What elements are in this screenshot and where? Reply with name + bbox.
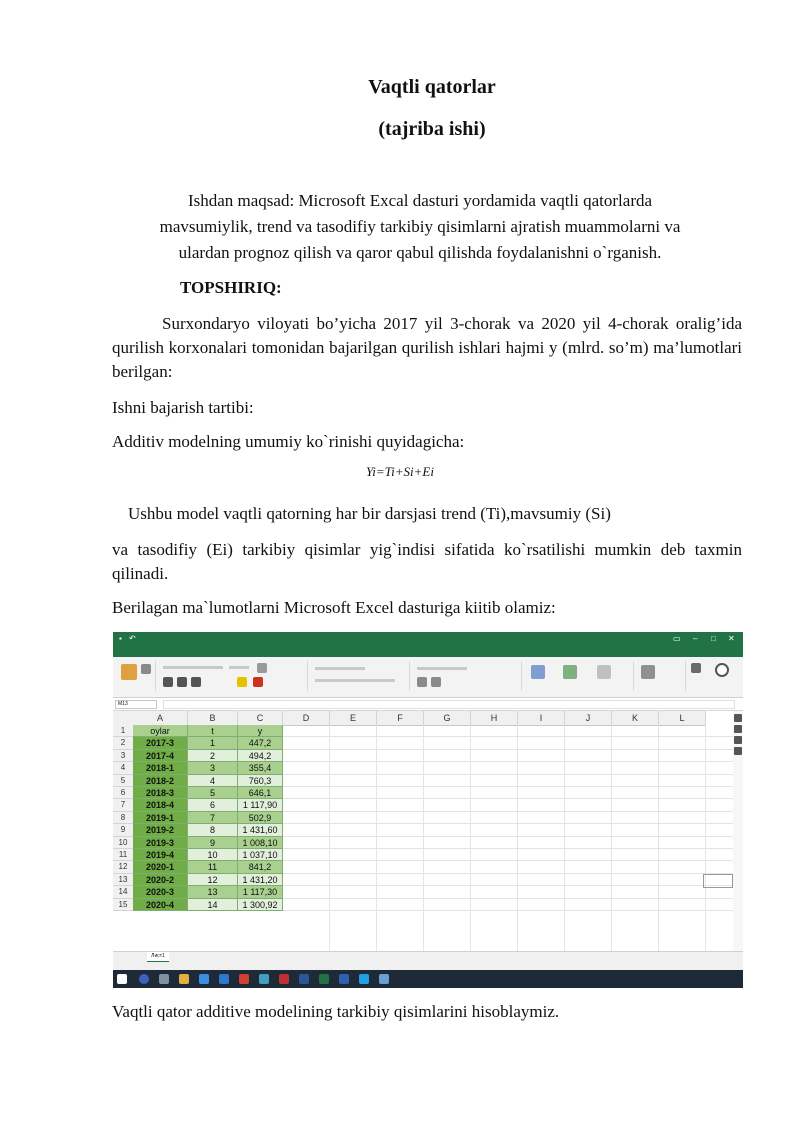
data-cell[interactable]: 841,2 xyxy=(238,861,283,873)
app-icon[interactable] xyxy=(339,974,349,984)
purpose-line-3: ulardan prognoz qilish va qaror qabul qilishda foydalanishni o`rganish. xyxy=(178,243,662,262)
explorer-icon[interactable] xyxy=(179,974,189,984)
column-header[interactable]: H xyxy=(471,711,518,726)
column-header[interactable]: A xyxy=(133,711,188,726)
app-icon[interactable] xyxy=(379,974,389,984)
save-icon[interactable]: ▪ xyxy=(119,634,122,643)
close-icon[interactable]: ✕ xyxy=(728,634,735,643)
data-cell[interactable]: 3 xyxy=(188,762,238,774)
row-header[interactable]: 4 xyxy=(113,762,134,774)
data-cell[interactable]: 2018-3 xyxy=(133,787,188,799)
data-cell[interactable]: 2019-1 xyxy=(133,812,188,824)
closing-text: Vaqtli qator additive modelining tarkibiy qisimlarini hisoblaymiz. xyxy=(112,1002,560,1021)
paste-icon[interactable] xyxy=(121,664,137,680)
header-cell[interactable]: t xyxy=(188,725,238,737)
row-header[interactable]: 2 xyxy=(113,737,134,749)
column-header[interactable]: E xyxy=(330,711,377,726)
ribbon-options-icon[interactable]: ▭ xyxy=(673,634,681,643)
fill-color-icon[interactable] xyxy=(237,677,247,687)
excel-titlebar xyxy=(113,632,743,646)
row-header[interactable]: 15 xyxy=(113,899,134,911)
column-header[interactable]: I xyxy=(518,711,565,726)
app-icon[interactable] xyxy=(239,974,249,984)
grow-font-icon[interactable] xyxy=(257,663,267,673)
row-header[interactable]: 14 xyxy=(113,886,134,898)
ribbon-clipboard-group xyxy=(115,661,156,691)
formula-bar xyxy=(113,698,743,711)
data-cell[interactable]: 14 xyxy=(188,899,238,911)
ribbon-cells-group xyxy=(635,661,686,691)
app-icon[interactable] xyxy=(259,974,269,984)
data-cell[interactable]: 1 117,30 xyxy=(238,886,283,898)
excel-ribbon-tabs xyxy=(113,646,743,657)
store-icon[interactable] xyxy=(199,974,209,984)
excel-icon[interactable] xyxy=(319,974,329,984)
italic-icon[interactable] xyxy=(177,677,187,687)
model-intro: Additiv modelning umumiy ko`rinishi quyidagicha: xyxy=(112,432,465,451)
column-header[interactable]: B xyxy=(188,711,238,726)
settings-icon[interactable] xyxy=(734,747,742,755)
selected-cell[interactable] xyxy=(703,874,733,888)
data-cell[interactable]: 2017-4 xyxy=(133,750,188,762)
row-header[interactable]: 9 xyxy=(113,824,134,836)
row-header[interactable]: 6 xyxy=(113,787,134,799)
data-cell[interactable]: 7 xyxy=(188,812,238,824)
data-cell[interactable]: 11 xyxy=(188,861,238,873)
mouse-icon[interactable] xyxy=(734,725,742,733)
column-header[interactable]: F xyxy=(377,711,424,726)
ribbon-alignment-group xyxy=(309,661,410,691)
data-cell[interactable]: 2020-3 xyxy=(133,886,188,898)
row-header[interactable]: 12 xyxy=(113,861,134,873)
components-line-1: Ushbu model vaqtli qatorning har bir darsjasi trend (Ti),mavsumiy (Si) xyxy=(128,504,611,523)
purpose-line-1: Ishdan maqsad: Microsoft Excal dasturi yordamida vaqtli qatorlarda xyxy=(187,191,653,210)
excel-ribbon xyxy=(113,657,743,698)
components-line-2: va tasodifiy (Ei) tarkibiy qisimlar yig`indisi sifatida ko`rsatilishi mumkin deb taxmin qilinadi. xyxy=(112,540,742,583)
data-cell[interactable]: 1 431,20 xyxy=(238,874,283,886)
column-header[interactable]: C xyxy=(238,711,283,726)
sheet-tab[interactable]: Лист1 xyxy=(147,952,169,963)
column-header[interactable]: G xyxy=(424,711,471,726)
header-cell[interactable]: y xyxy=(238,725,283,737)
cell-styles-icon[interactable] xyxy=(597,665,611,679)
ribbon-styles-group xyxy=(523,661,634,691)
device-icon[interactable] xyxy=(734,736,742,744)
document-title: Vaqtli qatorlar xyxy=(368,76,496,98)
name-box[interactable]: M13 xyxy=(115,700,157,709)
column-header[interactable]: K xyxy=(612,711,659,726)
data-cell[interactable]: 2017-3 xyxy=(133,737,188,749)
data-cell[interactable]: 4 xyxy=(188,775,238,787)
find-icon[interactable] xyxy=(715,663,729,677)
camera-icon[interactable] xyxy=(734,714,742,722)
row-header[interactable]: 3 xyxy=(113,750,134,762)
data-cell[interactable]: 8 xyxy=(188,824,238,836)
insert-cells-icon[interactable] xyxy=(641,665,655,679)
data-cell[interactable]: 2020-1 xyxy=(133,861,188,873)
autosum-icon[interactable] xyxy=(691,663,701,673)
data-cell[interactable]: 760,3 xyxy=(238,775,283,787)
status-bar xyxy=(113,962,743,970)
data-cell[interactable]: 447,2 xyxy=(238,737,283,749)
data-cell[interactable]: 2019-2 xyxy=(133,824,188,836)
task-text: Surxondaryo viloyati bo’yicha 2017 yil 3-chorak va 2020 yil 4-chorak oralig’ida qurilish korxonalari tomonidan bajarilgan qurilish ishlari hajmi y (mlrd. so’m) ma’lumotlari berilgan: xyxy=(112,314,742,381)
row-header[interactable]: 5 xyxy=(113,775,134,787)
underline-icon[interactable] xyxy=(191,677,201,687)
data-cell[interactable]: 355,4 xyxy=(238,762,283,774)
sheet-tabs-bar xyxy=(113,951,743,962)
undo-icon[interactable]: ↶ xyxy=(129,634,136,643)
row-header[interactable]: 13 xyxy=(113,874,134,886)
data-cell[interactable]: 2019-3 xyxy=(133,837,188,849)
ribbon-font-group xyxy=(157,661,308,691)
ribbon-number-group xyxy=(411,661,522,691)
format-as-table-icon[interactable] xyxy=(563,665,577,679)
search-icon[interactable] xyxy=(139,974,149,984)
currency-icon[interactable] xyxy=(417,677,427,687)
edge-icon[interactable] xyxy=(219,974,229,984)
data-cell[interactable]: 2018-4 xyxy=(133,799,188,811)
excel-screenshot xyxy=(113,632,743,988)
ribbon-editing-group xyxy=(687,661,741,691)
data-cell[interactable]: 1 117,90 xyxy=(238,799,283,811)
windows-taskbar xyxy=(113,970,743,988)
cut-icon[interactable] xyxy=(141,664,151,674)
telegram-icon[interactable] xyxy=(359,974,369,984)
data-cell[interactable]: 2020-4 xyxy=(133,899,188,911)
document-subtitle: (tajriba ishi) xyxy=(378,118,486,140)
data-cell[interactable]: 13 xyxy=(188,886,238,898)
column-header[interactable]: J xyxy=(565,711,612,726)
header-cell[interactable]: oylar xyxy=(133,725,188,737)
row-header[interactable]: 1 xyxy=(113,725,134,737)
formula-input[interactable] xyxy=(163,700,735,709)
data-cell[interactable]: 12 xyxy=(188,874,238,886)
bold-icon[interactable] xyxy=(163,677,173,687)
vertical-scrollbar[interactable] xyxy=(733,711,743,951)
data-cell[interactable]: 1 431,60 xyxy=(238,824,283,836)
minimize-icon[interactable]: – xyxy=(693,634,698,643)
data-cell[interactable]: 1 xyxy=(188,737,238,749)
start-icon[interactable] xyxy=(117,974,127,984)
taskview-icon[interactable] xyxy=(159,974,169,984)
data-cell[interactable]: 9 xyxy=(188,837,238,849)
purpose-line-2: mavsumiylik, trend va tasodifiy tarkibiy qisimlarni ajratish muammolarni va xyxy=(159,217,681,236)
maximize-icon[interactable]: □ xyxy=(711,634,716,643)
data-cell[interactable]: 5 xyxy=(188,787,238,799)
data-cell[interactable]: 2020-2 xyxy=(133,874,188,886)
additive-formula: Yi=Ti+Si+Ei xyxy=(366,464,434,479)
row-header[interactable]: 11 xyxy=(113,849,134,861)
data-cell[interactable]: 494,2 xyxy=(238,750,283,762)
data-cell[interactable]: 646,1 xyxy=(238,787,283,799)
select-all-corner[interactable] xyxy=(113,711,134,726)
work-order: Ishni bajarish tartibi: xyxy=(112,398,254,417)
data-cell[interactable]: 2019-4 xyxy=(133,849,188,861)
data-cell[interactable]: 10 xyxy=(188,849,238,861)
data-cell[interactable]: 6 xyxy=(188,799,238,811)
percent-icon[interactable] xyxy=(431,677,441,687)
task-heading: TOPSHIRIQ: xyxy=(180,278,282,297)
row-header[interactable]: 8 xyxy=(113,812,134,824)
data-cell[interactable]: 2 xyxy=(188,750,238,762)
row-header[interactable]: 7 xyxy=(113,799,134,811)
conditional-format-icon[interactable] xyxy=(531,665,545,679)
data-cell[interactable]: 1 300,92 xyxy=(238,899,283,911)
word-icon[interactable] xyxy=(299,974,309,984)
font-color-icon[interactable] xyxy=(253,677,263,687)
data-cell[interactable]: 2018-1 xyxy=(133,762,188,774)
data-cell[interactable]: 1 037,10 xyxy=(238,849,283,861)
data-cell[interactable]: 1 008,10 xyxy=(238,837,283,849)
column-header[interactable]: L xyxy=(659,711,706,726)
data-cell[interactable]: 2018-2 xyxy=(133,775,188,787)
column-header[interactable]: D xyxy=(283,711,330,726)
data-cell[interactable]: 502,9 xyxy=(238,812,283,824)
app-icon[interactable] xyxy=(279,974,289,984)
row-header[interactable]: 10 xyxy=(113,837,134,849)
spreadsheet-grid xyxy=(113,711,733,951)
excel-intro: Berilagan ma`lumotlarni Microsoft Excel dasturiga kiitib olamiz: xyxy=(112,598,556,617)
